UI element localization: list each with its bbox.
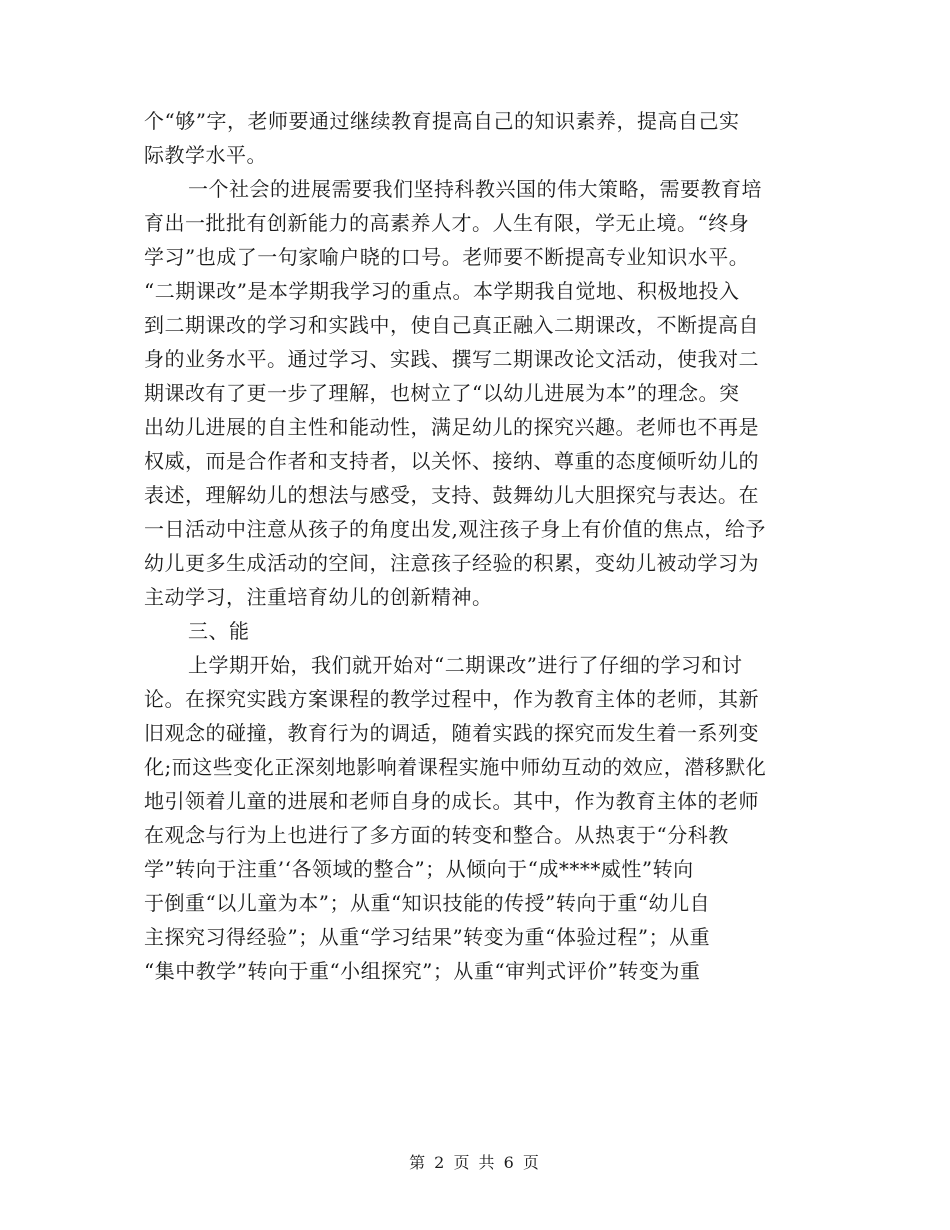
text-line: “二期课改”是本学期我学习的重点。本学期我自觉地、积极地投入: [144, 279, 740, 303]
text-line: 论。在探究实践方案课程的教学过程中，作为教育主体的老师，其新: [144, 687, 759, 711]
text-line: 学”转向于注重’‘各领域的整合”；从倾向于“成****威性”转向: [144, 857, 694, 881]
section-heading: 三、能: [188, 619, 250, 643]
text-line: 表述，理解幼儿的想法与感受，支持、鼓舞幼儿大胆探究与表达。在: [144, 483, 759, 507]
text-line: 旧观念的碰撞，教育行为的调适，随着实践的探究而发生着一系列变: [144, 721, 759, 745]
text-line: 于倒重“以儿童为本”；从重“知识技能的传授”转向于重“幼儿自: [144, 891, 711, 915]
text-line: 幼儿更多生成活动的空间，注意孩子经验的积累，变幼儿被动学习为: [144, 551, 759, 575]
text-line: 到二期课改的学习和实践中，使自己真正融入二期课改，不断提高自: [144, 313, 759, 337]
text-line: 化;而这些变化正深刻地影响着课程实施中师幼互动的效应，潜移默化: [144, 755, 767, 779]
text-line: 学习”也成了一句家喻户晓的口号。老师要不断提高专业知识水平。: [144, 245, 750, 269]
text-line: 主动学习，注重培育幼儿的创新精神。: [144, 585, 493, 609]
text-line: 个“够”字，老师要通过继续教育提高自己的知识素养，提高自己实: [144, 109, 740, 133]
text-line: 主探究习得经验”；从重“学习结果”转变为重“体验过程”；从重: [144, 925, 711, 949]
text-line: 地引领着儿童的进展和老师自身的成长。其中，作为教育主体的老师: [144, 789, 759, 813]
text-line: “集中教学”转向于重“小组探究”；从重“审判式评价”转变为重: [144, 959, 701, 983]
text-line: 育出一批批有创新能力的高素养人才。人生有限，学无止境。“终身: [144, 211, 750, 235]
text-line: 期课改有了更一步了理解，也树立了“以幼儿进展为本”的理念。突: [144, 381, 740, 405]
document-body: [144, 104, 824, 988]
paragraph-start-line: 上学期开始，我们就开始对“二期课改”进行了仔细的学习和讨: [188, 653, 743, 677]
text-line: 权威，而是合作者和支持者，以关怀、接纳、尊重的态度倾听幼儿的: [144, 449, 759, 473]
text-line: 身的业务水平。通过学习、实践、撰写二期课改论文活动，使我对二: [144, 347, 759, 371]
text-line: 一日活动中注意从孩子的角度出发,观注孩子身上有价值的焦点，给予: [144, 517, 766, 541]
text-line: 际教学水平。: [144, 143, 267, 167]
text-line: 出幼儿进展的自主性和能动性，满足幼儿的探究兴趣。老师也不再是: [144, 415, 759, 439]
page-number-footer: 第 2 页 共 6 页: [409, 1153, 541, 1172]
text-line: 在观念与行为上也进行了多方面的转变和整合。从热衷于“分科教: [144, 823, 729, 847]
paragraph-start-line: 一个社会的进展需要我们坚持科教兴国的伟大策略，需要教育培: [188, 177, 762, 201]
